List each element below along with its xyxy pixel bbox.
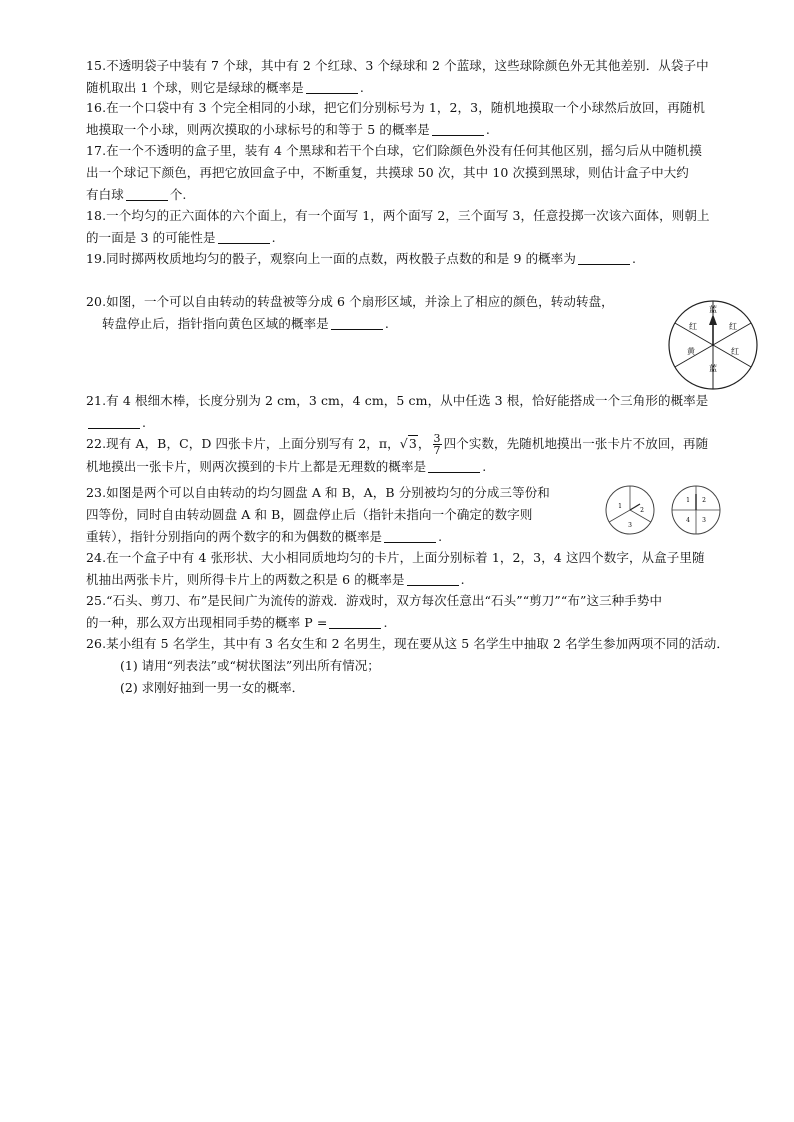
answer-blank[interactable]: [384, 529, 436, 543]
q23-text: 重转），指针分别指向的两个数字的和为偶数的概率是: [86, 529, 383, 544]
answer-blank[interactable]: [407, 572, 459, 586]
q24-text: 机抽出两张卡片，则所得卡片上的两数之积是 6 的概率是: [86, 572, 405, 587]
q19-text: 19.同时掷两枚质地均匀的骰子，观察向上一面的点数，两枚骰子点数的和是 9 的概率为: [86, 251, 576, 266]
q16-line1: 16.在一个口袋中有 3 个完全相同的小球，把它们分别标号为 1，2，3，随机地摸取一个小球然后放回，再随机: [86, 100, 706, 115]
disc-b-label: 2: [702, 497, 706, 504]
q25-line2: [86, 612, 766, 634]
q22-end: .: [482, 459, 487, 474]
answer-blank[interactable]: [306, 80, 358, 94]
answer-blank[interactable]: [432, 122, 484, 136]
q17-end: 个.: [169, 187, 187, 202]
q25-end: .: [383, 615, 388, 630]
q26-sub2: (2) 求刚好抽到一男一女的概率．: [120, 680, 305, 695]
answer-blank[interactable]: [331, 316, 383, 330]
answer-blank[interactable]: [88, 415, 140, 429]
discs-svg: [604, 484, 764, 536]
disc-a-label: 1: [618, 503, 622, 510]
q26-line1: 26.某小组有 5 名学生，其中有 3 名女生和 2 名男生，现在要从这 5 名学生中抽取 2 名学生参加两项不同的活动．: [86, 636, 729, 651]
spinner-label: 红: [729, 322, 737, 331]
q24-line2: [86, 569, 766, 591]
question-26: [86, 633, 766, 655]
q24-end: .: [460, 572, 465, 587]
q20-line2: [86, 313, 666, 335]
q17-line3: [86, 184, 766, 206]
q22-text3: 机地摸出一张卡片，则两次摸到的卡片上都是无理数的概率是: [86, 459, 427, 474]
question-16: [86, 97, 766, 141]
disc-a: [606, 486, 654, 534]
q23-line3: [86, 526, 616, 548]
spinner-label: 红: [731, 347, 739, 356]
q20-line1: 20.如图，一个可以自由转动的转盘被等分成 6 个扇形区域，并涂上了相应的颜色，转动转盘，: [86, 294, 614, 309]
q19-line1: [86, 248, 766, 270]
spinner-figure: [667, 299, 759, 391]
q23-line1: 23.如图是两个可以自由转动的均匀圆盘 A 和 B，A，B 分别被均匀的分成三等份和: [86, 485, 550, 500]
q19-end: .: [631, 251, 637, 266]
q21-end: .: [142, 415, 147, 430]
question-23: [86, 482, 616, 548]
q17-line2: 出一个球记下颜色，再把它放回盒子中，不断重复，共摸球 50 次，其中 10 次摸到黑球，则估计盒子中大约: [86, 165, 689, 180]
spinner-label: 蓝: [709, 305, 717, 314]
q18-line1: 18.一个均匀的正六面体的六个面上，有一个面写 1，两个面写 2，三个面写 3，任意投掷一次该六面体，则朝上: [86, 208, 710, 223]
q21-line1: 21.有 4 根细木棒，长度分别为 2 cm，3 cm，4 cm，5 cm，从中任选 3 根，恰好能搭成一个三角形的概率是: [86, 393, 709, 408]
fraction-numerator: 3: [433, 432, 441, 445]
q18-line2: [86, 227, 766, 249]
question-17: [86, 140, 766, 206]
q23-line2: 四等份，同时自由转动圆盘 A 和 B，圆盘停止后（指针未指向一个确定的数字则: [86, 507, 533, 522]
sqrt-radicand: 3: [408, 436, 417, 451]
sqrt-3: √3: [399, 436, 417, 451]
q25-text: 的一种，那么双方出现相同手势的概率 P =: [86, 615, 328, 630]
spinner-label: 红: [689, 322, 697, 331]
question-19: [86, 248, 766, 270]
fraction-3-7: [433, 433, 442, 456]
answer-blank[interactable]: [578, 251, 630, 265]
q16-line2: [86, 119, 766, 141]
spinner-label: 黄: [687, 347, 695, 356]
q23-end: .: [438, 529, 443, 544]
question-22: [86, 433, 766, 478]
disc-b-label: 1: [686, 497, 690, 504]
spinner-svg: [667, 299, 759, 391]
q22-line1: 22.现有 A，B，C，D 四张卡片，上面分别写有 2，π，√3， $\frac{3}{7}$ 四个实数，先随机地摸出一张卡片不放回，再随: [86, 432, 709, 457]
question-21: [86, 390, 766, 434]
q18-text: 的一面是 3 的可能性是: [86, 230, 216, 245]
q24-line1: 24.在一个盒子中有 4 张形状、大小相同质地均匀的卡片，上面分别标着 1，2，3，4 这四个数字，从盒子里随: [86, 550, 705, 565]
question-20: [86, 291, 666, 335]
q17-text: 有白球: [86, 187, 124, 202]
disc-b-label: 3: [702, 517, 706, 524]
answer-blank[interactable]: [126, 187, 168, 201]
q20-end: .: [384, 316, 389, 331]
q26-sub1: (1) 请用“列表法”或“树状图法”列出所有情况；: [120, 658, 380, 673]
q22-text: 22.现有 A，B，C，D 四张卡片，上面分别写有 2，π，: [86, 436, 400, 451]
disc-b-label: 4: [686, 517, 690, 524]
q15-text: 随机取出 1 个球，则它是绿球的概率是: [86, 80, 304, 95]
q15-end: .: [359, 80, 364, 95]
fraction-denominator: 7: [433, 444, 441, 457]
q16-end: .: [485, 122, 490, 137]
answer-blank[interactable]: [428, 459, 480, 473]
q22-text2: 四个实数，先随机地摸出一张卡片不放回，再随: [443, 436, 709, 451]
q15-line2: [86, 77, 766, 99]
answer-blank[interactable]: [218, 230, 270, 244]
q16-text: 地摸取一个小球，则两次摸取的小球标号的和等于 5 的概率是: [86, 122, 430, 137]
discs-figure: [604, 484, 764, 536]
question-25: [86, 590, 766, 634]
disc-b: [672, 486, 720, 534]
question-18: [86, 205, 766, 249]
question-15: [86, 55, 766, 99]
q25-line1: 25.“石头、剪刀、布”是民间广为流传的游戏．游戏时，双方每次任意出“石头”“剪刀”“布”这三种手势中: [86, 593, 663, 608]
q21-line2: [86, 412, 766, 434]
q17-line1: 17.在一个不透明的盒子里，装有 4 个黑球和若干个白球，它们除颜色外没有任何其他区别，摇匀后从中随机摸: [86, 143, 702, 158]
q22-line2: [86, 456, 766, 478]
q20-text: 转盘停止后，指针指向黄色区域的概率是: [102, 316, 329, 331]
disc-a-label: 3: [628, 522, 632, 529]
question-24: [86, 547, 766, 591]
q15-line1: 15.不透明袋子中装有 7 个球，其中有 2 个红球、3 个绿球和 2 个蓝球，这些球除颜色外无其他差别．从袋子中: [86, 58, 709, 73]
answer-blank[interactable]: [329, 615, 381, 629]
disc-a-label: 2: [640, 507, 644, 514]
spinner-label: 蓝: [709, 364, 717, 373]
q18-end: .: [271, 230, 276, 245]
